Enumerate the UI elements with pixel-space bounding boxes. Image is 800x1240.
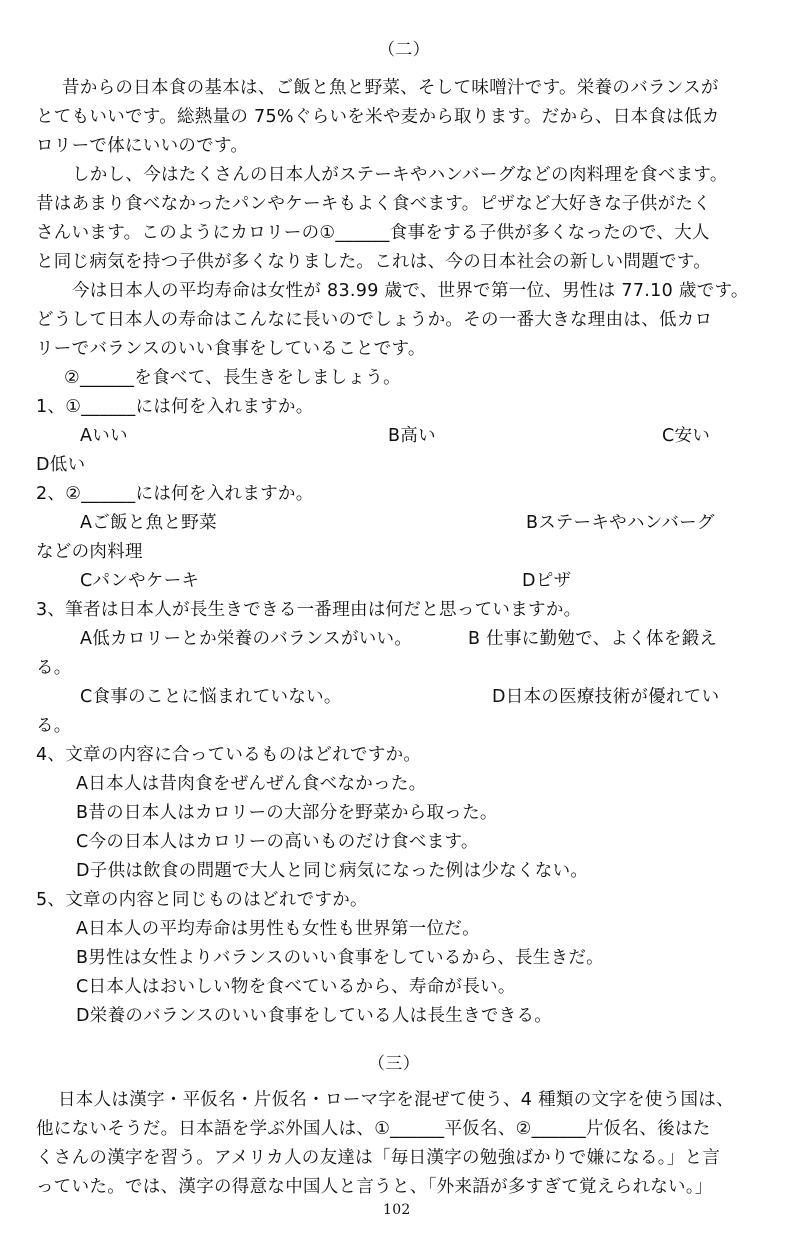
question-stem: 5、文章の内容と同じものはどれですか。 xyxy=(36,890,368,910)
passage-line: さんいます。このようにカロリーの①______食事をする子供が多くなったので、大人 xyxy=(36,223,710,243)
section-3-heading: （三） xyxy=(368,1054,420,1074)
question-stem: 1、①______には何を入れますか。 xyxy=(36,397,314,417)
answer-option: Cパンやケーキ xyxy=(80,571,200,591)
answer-option: C日本人はおいしい物を食べているから、寿命が長い。 xyxy=(76,977,516,997)
passage-line: くさんの漢字を習う。アメリカ人の友達は「毎日漢字の勉強ばかりで嫌になる。」と言 xyxy=(36,1148,721,1168)
passage-line: 昔からの日本食の基本は、ご飯と魚と野菜、そして味噌汁です。栄養のバランスが xyxy=(62,78,719,98)
answer-option: A低カロリーとか栄養のバランスがいい。 xyxy=(80,629,413,649)
question-stem: 4、文章の内容に合っているものはどれですか。 xyxy=(36,745,422,765)
answer-option: A日本人の平均寿命は男性も女性も世界第一位だ。 xyxy=(76,919,480,939)
answer-option: B高い xyxy=(388,426,436,446)
answer-option: Bステーキやハンバーグ xyxy=(526,513,715,533)
passage-line: と同じ病気を持つ子供が多くなりました。これは、今の日本社会の新しい問題です。 xyxy=(36,252,711,272)
answer-option: B昔の日本人はカロリーの大部分を野菜から取った。 xyxy=(76,803,498,823)
passage-line: ロリーで体にいいのです。 xyxy=(36,136,249,156)
answer-option: C食事のことに悩まれていない。 xyxy=(80,687,342,707)
passage-line: 昔はあまり食べなかったパンやケーキもよく食べます。ピザなど大好きな子供がたく xyxy=(36,194,711,214)
answer-option: C今の日本人はカロリーの高いものだけ食べます。 xyxy=(76,832,479,852)
answer-option-continuation: る。 xyxy=(36,658,72,678)
answer-option-continuation: などの肉料理 xyxy=(36,542,143,562)
answer-option: Aご飯と魚と野菜 xyxy=(80,513,217,533)
passage-line: 今は日本人の平均寿命は女性が 83.99 歳で、世界で第一位、男性は 77.10 歳です。 xyxy=(72,281,749,301)
answer-option: C安い xyxy=(662,426,711,446)
answer-option: A日本人は昔肉食をぜんぜん食べなかった。 xyxy=(76,774,427,794)
question-stem: 2、②______には何を入れますか。 xyxy=(36,484,314,504)
section-2-heading: （二） xyxy=(378,40,430,60)
page-number: 102 xyxy=(383,1202,411,1218)
answer-option: B男性は女性よりバランスのいい食事をしているから、長生きだ。 xyxy=(76,948,604,968)
answer-option: D子供は飲食の問題で大人と同じ病気になった例は少なくない。 xyxy=(76,861,589,881)
passage-line: リーでバランスのいい食事をしていることです。 xyxy=(36,339,426,359)
answer-option: D日本の医療技術が優れてい xyxy=(492,687,720,707)
question-stem: 3、筆者は日本人が長生きできる一番理由は何だと思っていますか。 xyxy=(36,600,582,620)
passage-line: 日本人は漢字・平仮名・片仮名・ローマ字を混ぜて使う、4 種類の文字を使う国は、 xyxy=(58,1090,734,1110)
passage-line: とてもいいです。総熱量の 75%ぐらいを米や麦から取ります。だから、日本食は低カ xyxy=(36,107,720,127)
passage-line: しかし、今はたくさんの日本人がステーキやハンバーグなどの肉料理を食べます。 xyxy=(72,165,728,185)
answer-option: D栄養のバランスのいい食事をしている人は長生きできる。 xyxy=(76,1006,553,1026)
answer-option: D低い xyxy=(36,455,86,475)
passage-line: ②______を食べて、長生きをしましょう。 xyxy=(64,368,401,388)
answer-option-continuation: る。 xyxy=(36,716,72,736)
answer-option: Dピザ xyxy=(522,571,572,591)
passage-line: 他にないそうだ。日本語を学ぶ外国人は、①______平仮名、②______片仮名、後はた xyxy=(36,1119,711,1139)
passage-line: どうして日本人の寿命はこんなに長いのでしょうか。その一番大きな理由は、低カロ xyxy=(36,310,713,330)
passage-line: っていた。では、漢字の得意な中国人と言うと、「外来語が多すぎて覚えられない。」 xyxy=(36,1177,713,1197)
answer-option: Aいい xyxy=(80,426,128,446)
answer-option: B 仕事に勤勉で、よく体を鍛え xyxy=(468,629,718,649)
